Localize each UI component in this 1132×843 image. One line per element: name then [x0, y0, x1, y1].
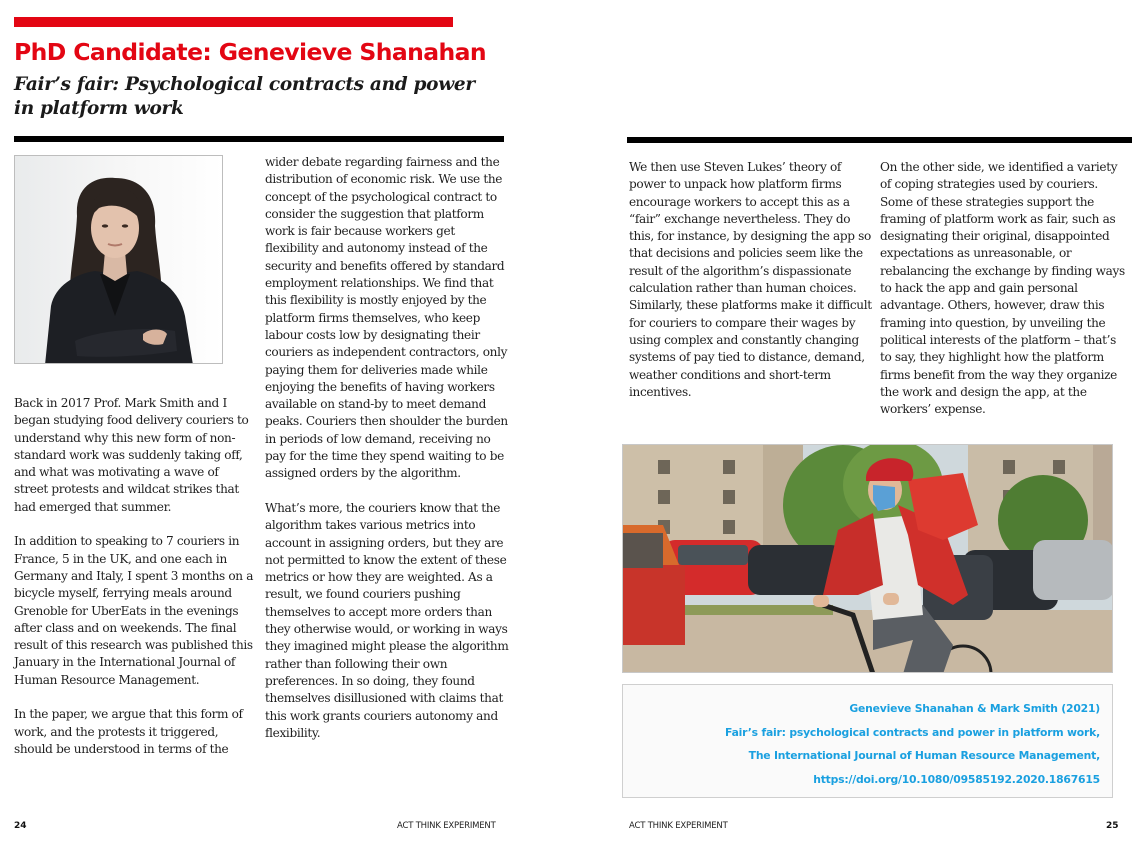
article-column-1	[14, 395, 254, 758]
paragraph: We then use Steven Lukes’ theory of power to unpack how platform firms encourage workers to accept this as a “fair” exchange nevertheless. They do this, for instance, by designing the app so that decisions and policies seem like the result of the algorithm’s dispassionate calculation rather than human choices. Similarly, these platforms make it difficult for couriers to compare their wages by using complex and constantly changing systems of pay tied to distance, demand, weather conditions and short-term incentives.	[629, 160, 872, 399]
page-title: PhD Candidate: Genevieve Shanahan	[14, 38, 487, 66]
page-number: 24	[14, 821, 27, 831]
publication-name: ACT THINK EXPERIMENT	[629, 821, 728, 831]
article-column-2	[265, 154, 510, 742]
paragraph: In addition to speaking to 7 couriers in France, 5 in the UK, and one each in Germany and Italy, I spent 3 months on a bicycle myself, ferrying meals around Grenoble for UberEats in the evenings after class and on weekends. The final result of this research was published this January in the International Journal of Human Resource Management.	[14, 534, 254, 687]
delivery-courier-photo	[622, 444, 1113, 673]
right-page	[560, 0, 1132, 843]
paragraph: wider debate regarding fairness and the distribution of economic risk. We use the concept of the psychological contract to consider the suggestion that platform work is fair because workers get flexibility and autonomy instead of the security and benefits offered by standard employment relationships. We find that this flexibility is mostly enjoyed by the platform firms themselves, who keep labour costs low by designating their couriers as independent contractors, only paying them for deliveries made while enjoying the benefits of having workers available on stand-by to meet demand peaks. Couriers then shoulder the burden in periods of low demand, receiving no pay for the time they spend waiting to be assigned orders by the algorithm.	[265, 155, 508, 481]
paragraph: Back in 2017 Prof. Mark Smith and I began studying food delivery couriers to understand why this new form of non-standard work was suddenly taking off, and what was motivating a wave of street protests and wildcat strikes that had emerged that summer.	[14, 396, 249, 514]
article-subtitle: Fair’s fair: Psychological contracts and power in platform work	[14, 74, 475, 119]
section-divider-rule	[14, 136, 504, 142]
paragraph: What’s more, the couriers know that the algorithm takes various metrics into account in assigning orders, but they are not permitted to know the extent of these metrics or how they are weighted. As a result, we found couriers pushing themselves to accept more orders than they otherwise would, or working in ways they imagined might please the algorithm rather than following their own preferences. In so doing, they found themselves disillusioned with claims that this work grants couriers autonomy and flexibility.	[265, 500, 509, 740]
portrait-photo	[14, 155, 223, 364]
courier-illustration	[623, 445, 1113, 673]
red-accent-rule	[14, 17, 453, 27]
publication-name: ACT THINK EXPERIMENT	[397, 821, 496, 831]
page-number: 25	[1106, 821, 1119, 831]
portrait-illustration	[15, 156, 223, 364]
citation-box	[622, 684, 1113, 798]
paragraph: In the paper, we argue that this form of work, and the protests it triggered, should be understood in terms of the	[14, 707, 243, 756]
citation-doi-link[interactable]: https://doi.org/10.1080/09585192.2020.1867615	[813, 772, 1100, 786]
citation-journal: The International Journal of Human Resource Management,	[748, 749, 1100, 762]
article-column-4	[880, 159, 1130, 418]
paragraph: On the other side, we identified a variety of coping strategies used by couriers. Some of these strategies support the framing of platform work as fair, such as designating their original, disappointed expectations as unreasonable, or rebalancing the exchange by finding ways to hack the app and gain personal advantage. Others, however, draw this framing into question, by unveiling the political interests of the platform – that’s to say, they highlight how the platform firms benefit from the way they organize the work and design the app, at the workers’ expense.	[880, 160, 1125, 417]
citation-authors: Genevieve Shanahan & Mark Smith (2021)	[849, 702, 1100, 715]
left-page	[0, 0, 560, 843]
section-divider-rule	[627, 137, 1132, 143]
citation-title: Fair’s fair: psychological contracts and power in platform work,	[725, 725, 1100, 739]
article-column-3	[629, 159, 874, 401]
